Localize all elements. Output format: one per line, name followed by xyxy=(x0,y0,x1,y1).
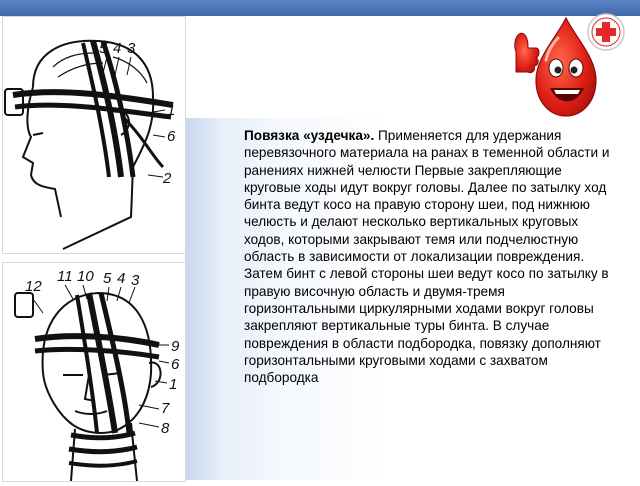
label-bottom-6: 6 xyxy=(171,356,180,373)
slide-body: Применяется для удержания перевязочного материала на ранах в теменной области и ранениях нижней челюсти Первые закрепляющие круговые ходы идут вокруг головы. Далее по затылку ход бинта ведут косо на правую сторону шеи, под нижнюю челюсть и делают несколько вертикальных круговых ходов, которыми закрывают темя или подчелюстную область в зависимости от локализации повреждения. Затем бинт с левой стороны шеи ведут косо по затылку в правую височную область и двумя-тремя горизонтальными циркулярными ходами вокруг головы закрепляют вертикальные туры бинта. В случае повреждения в области подбородка, повязку дополняют горизонтальными круговыми ходами с захватом подбородка xyxy=(244,128,610,386)
head-side-drawing xyxy=(3,17,185,253)
thumbs-up-icon xyxy=(515,33,539,72)
label-bottom-12: 12 xyxy=(25,278,42,295)
description-text xyxy=(244,127,616,386)
label-bottom-4: 4 xyxy=(117,270,126,287)
red-cross-icon xyxy=(588,14,624,50)
label-top-6: 6 xyxy=(167,128,176,145)
label-top-5: 5 xyxy=(99,40,108,57)
label-bottom-11: 11 xyxy=(57,268,73,285)
label-bottom-10: 10 xyxy=(77,268,94,285)
slide-title: Повязка «уздечка». xyxy=(244,128,375,143)
label-top-1: 1 xyxy=(167,102,176,119)
illustration-head-front xyxy=(2,262,186,482)
label-bottom-8: 8 xyxy=(161,420,170,437)
label-bottom-3: 3 xyxy=(131,272,140,289)
label-top-2: 2 xyxy=(163,170,172,187)
illustration-head-side xyxy=(2,16,186,254)
label-top-3: 3 xyxy=(127,40,136,57)
label-bottom-9: 9 xyxy=(171,338,180,355)
label-bottom-7: 7 xyxy=(161,400,170,417)
label-top-4: 4 xyxy=(113,40,122,57)
head-front-drawing xyxy=(3,263,185,481)
label-bottom-5: 5 xyxy=(103,270,112,287)
blood-drop-mascot xyxy=(498,12,630,120)
label-bottom-1: 1 xyxy=(169,376,178,393)
